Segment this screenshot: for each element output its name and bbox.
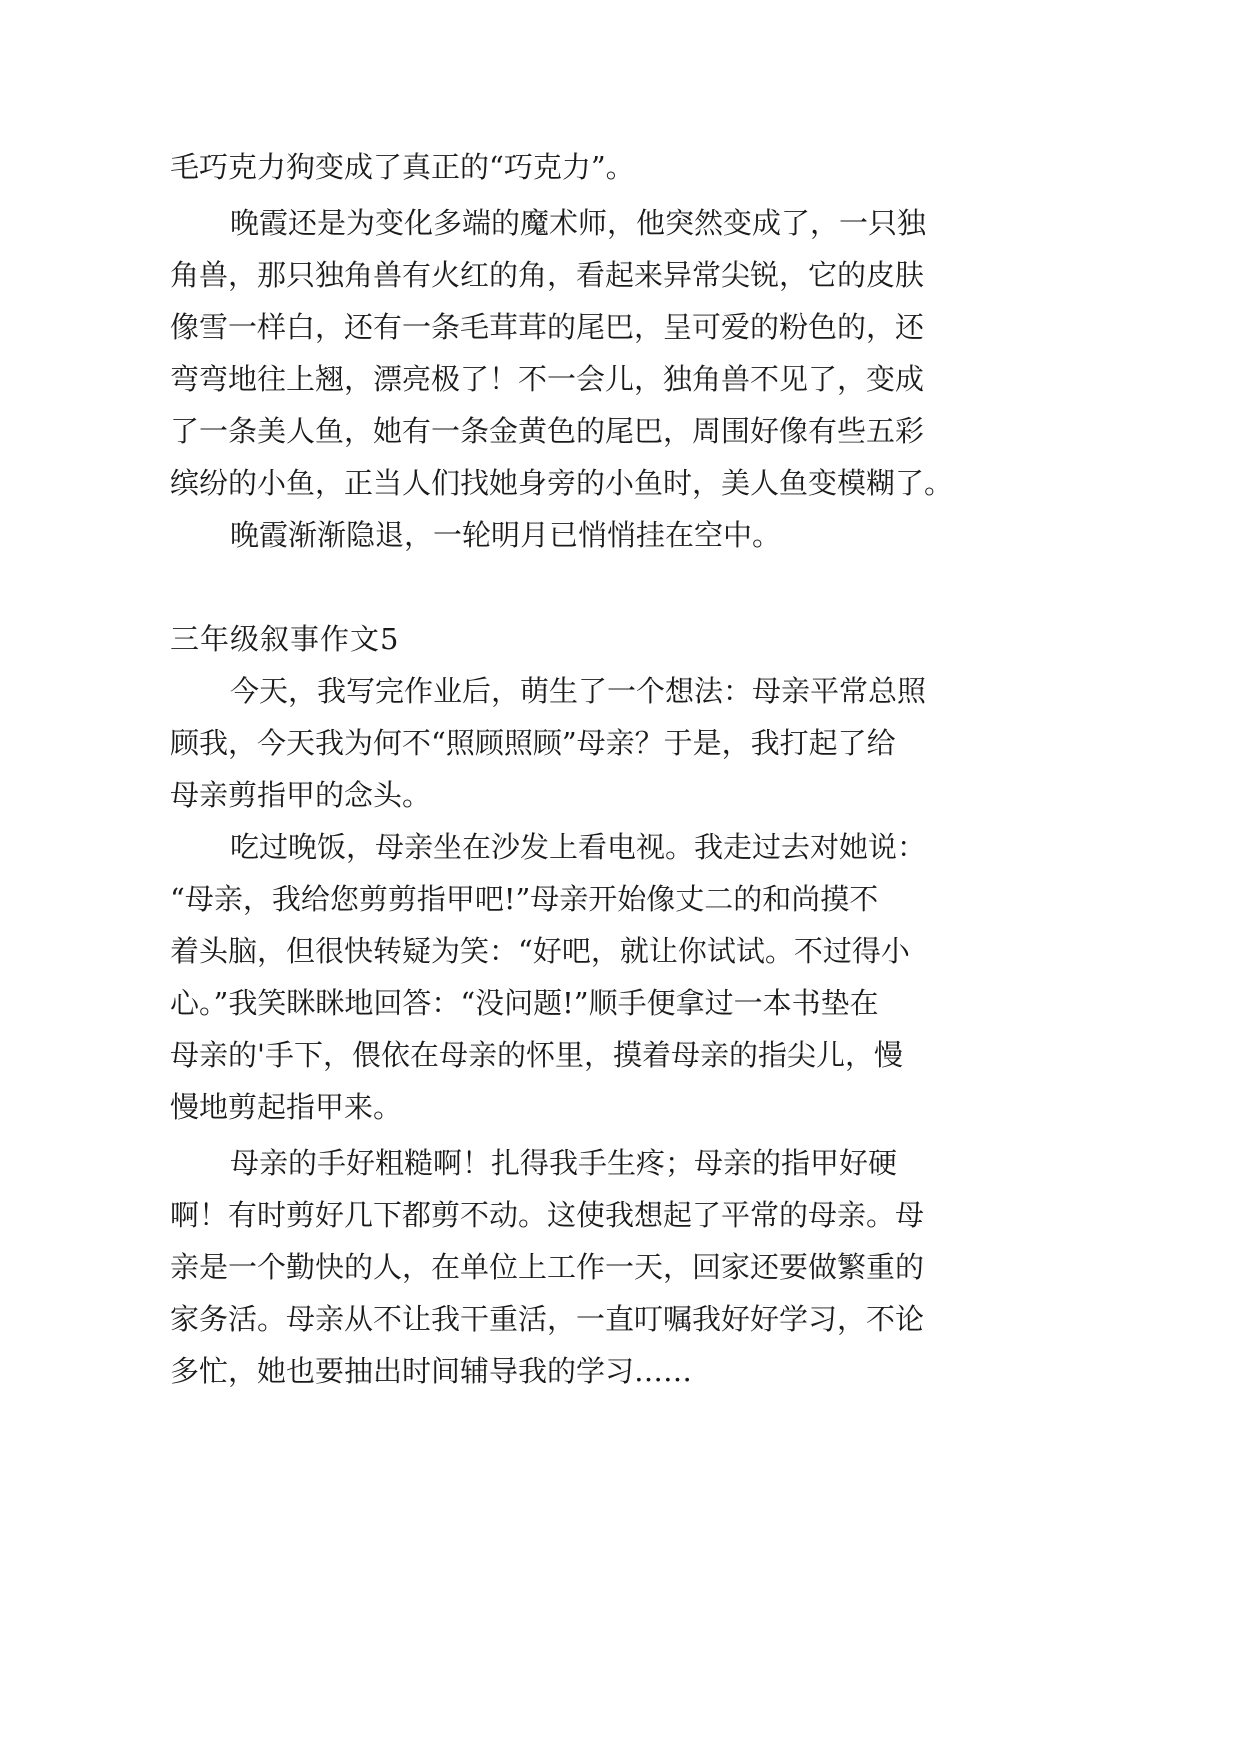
text-line: 毛巧克力狗变成了真正的“巧克力”。 (170, 150, 635, 184)
text-line: 亲是一个勤快的人，在单位上工作一天，回家还要做繁重的 (170, 1250, 925, 1284)
text-line: 吃过晚饭，母亲坐在沙发上看电视。我走过去对她说： (230, 830, 927, 864)
text-line: 母亲的'手下，偎依在母亲的怀里，摸着母亲的指尖儿，慢 (170, 1038, 903, 1072)
text-line: 今天，我写完作业后，萌生了一个想法：母亲平常总照 (230, 674, 927, 708)
text-line: 了一条美人鱼，她有一条金黄色的尾巴，周围好像有些五彩 (170, 414, 925, 448)
text-line: 心。”我笑眯眯地回答：“没问题!”顺手便拿过一本书垫在 (170, 986, 879, 1020)
text-line: 多忙，她也要抽出时间辅导我的学习…… (170, 1354, 693, 1388)
text-line: 晚霞渐渐隐退，一轮明月已悄悄挂在空中。 (230, 518, 782, 552)
text-line: “母亲，我给您剪剪指甲吧!”母亲开始像丈二的和尚摸不 (170, 882, 879, 916)
text-line: 母亲剪指甲的念头。 (170, 778, 432, 812)
text-line: 慢地剪起指甲来。 (170, 1090, 403, 1124)
text-line: 缤纷的小鱼，正当人们找她身旁的小鱼时，美人鱼变模糊了。 (170, 466, 954, 500)
text-line: 顾我，今天我为何不“照顾照顾”母亲？于是，我打起了给 (170, 726, 896, 760)
text-line: 弯弯地往上翘，漂亮极了！不一会儿，独角兽不见了，变成 (170, 362, 925, 396)
text-line: 像雪一样白，还有一条毛茸茸的尾巴，呈可爱的粉色的，还 (170, 310, 925, 344)
section-heading: 三年级叙事作文5 (170, 622, 400, 656)
text-line: 着头脑，但很快转疑为笑：“好吧，就让你试试。不过得小 (170, 934, 910, 968)
text-line: 晚霞还是为变化多端的魔术师，他突然变成了，一只独 (230, 206, 927, 240)
text-line: 母亲的手好粗糙啊！扎得我手生疼；母亲的指甲好硬 (230, 1146, 898, 1180)
text-line: 角兽，那只独角兽有火红的角，看起来异常尖锐，它的皮肤 (170, 258, 925, 292)
text-line: 家务活。母亲从不让我干重活，一直叮嘱我好好学习，不论 (170, 1302, 925, 1336)
text-line: 啊！有时剪好几下都剪不动。这使我想起了平常的母亲。母 (170, 1198, 925, 1232)
